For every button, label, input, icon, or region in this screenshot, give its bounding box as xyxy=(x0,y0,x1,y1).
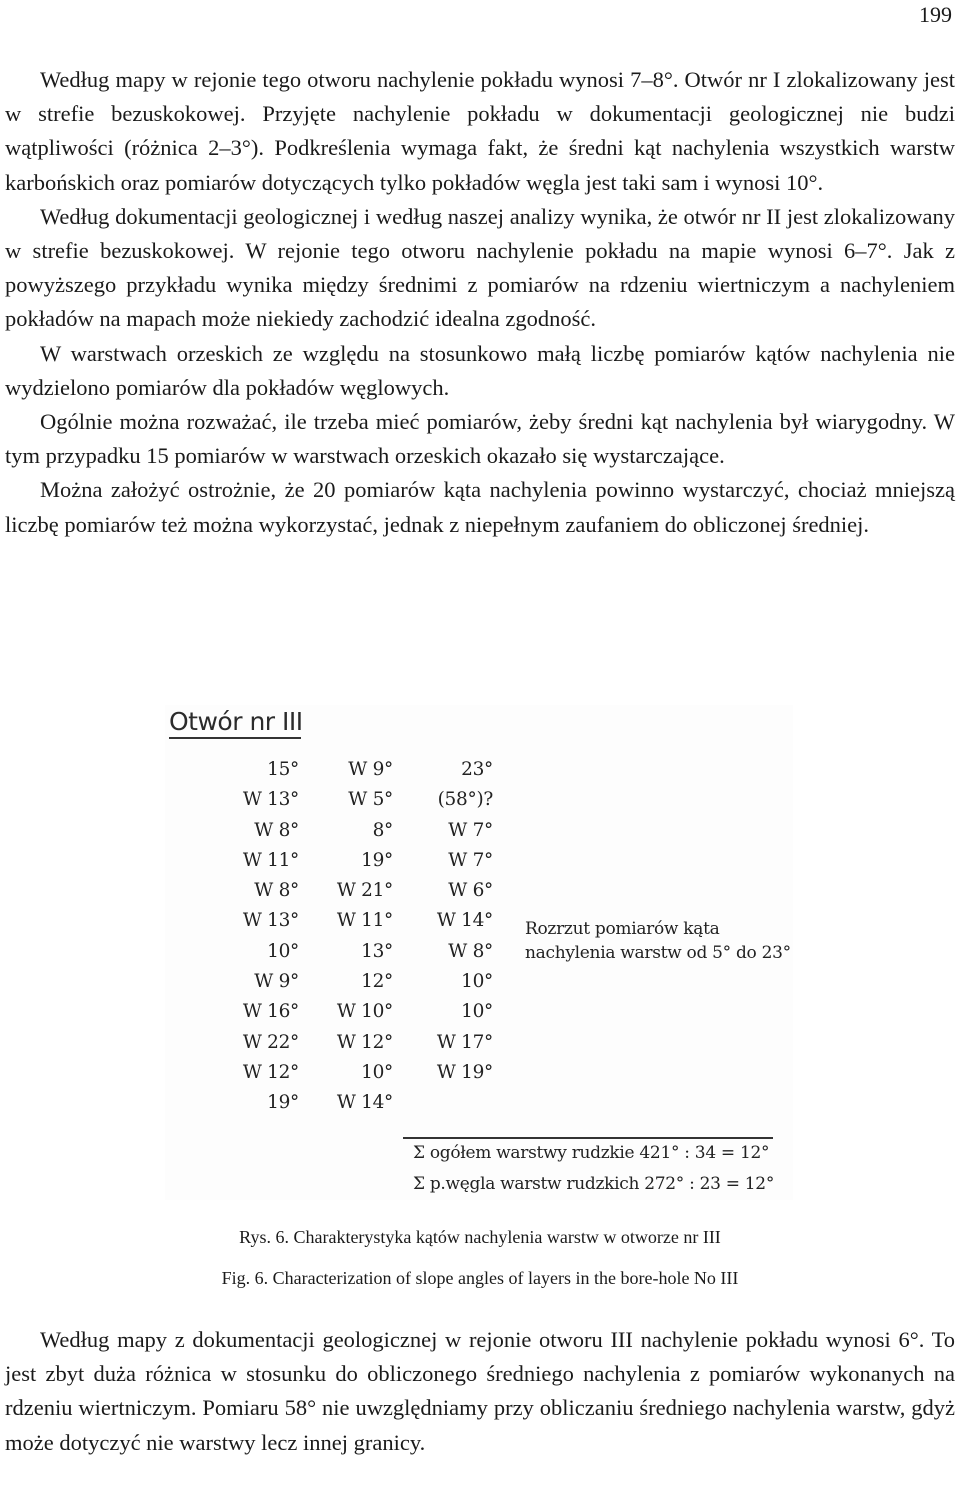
measurement: W 11° xyxy=(242,849,299,871)
measurement-column-1 xyxy=(225,755,299,1119)
paragraph: Można założyć ostrożnie, że 20 pomiarów kąta nachylenia powinno wystarczyć, chociaż mniejszą liczbę pomiarów też można wykorzystać, jednak z niepełnym zaufaniem do obliczonej średniej. xyxy=(5,477,955,537)
figure-caption-pl: Rys. 6. Charakterystyka kątów nachylenia warstw w otworze nr III xyxy=(239,1227,721,1247)
paragraph: W warstwach orzeskich ze względu na stosunkowo małą liczbę pomiarów kątów nachylenia nie wydzielono pomiarów dla pokładów węglowych. xyxy=(5,340,955,400)
measurement: W 7° xyxy=(448,819,493,841)
measurement: 10° xyxy=(361,1061,393,1083)
paragraph: Według mapy z dokumentacji geologicznej w rejonie otworu III nachylenie pokładu wynosi 6°. To jest zbyt duża różnica w stosunku do obliczonego średniego nachylenia z pomiarów wykonanych na rdzeniu wiertniczym. Pomiaru 58° nie uwzględniamy przy obliczaniu średniego nachylenia warstw, gdyż może dotyczyć nie warstwy lecz innej granicy. xyxy=(5,1327,955,1455)
measurement: W 14° xyxy=(336,1092,393,1114)
measurement: 19° xyxy=(267,1092,299,1114)
measurement-column-3 xyxy=(417,755,493,1088)
measurement: W 9° xyxy=(254,971,299,993)
measurement: 19° xyxy=(361,849,393,871)
paragraph: Według dokumentacji geologicznej i według naszej analizy wynika, że otwór nr II jest zlokalizowany w strefie bezuskokowej. W rejonie tego otworu nachylenie pokładu na mapie wynosi 6–7°. Jak z powyższego przykładu wynika między średnimi z pomiarów na rdzeniu wiertniczym a nachyleniem pokładów na mapach może niekiedy zachodzić idealna zgodność. xyxy=(5,203,955,332)
figure-title: Otwór nr III xyxy=(169,707,303,736)
measurement: W 11° xyxy=(336,910,393,932)
paragraph: Ogólnie można rozważać, ile trzeba mieć pomiarów, żeby średni kąt nachylenia był wiarygodny. W tym przypadku 15 pomiarów w warstwach orzeskich okazało się wystarczające. xyxy=(5,409,955,469)
figure-caption-en: Fig. 6. Characterization of slope angles of layers in the bore-hole No III xyxy=(221,1268,739,1288)
measurement: W 6° xyxy=(448,880,493,902)
measurement: W 12° xyxy=(336,1031,393,1053)
measurement: W 8° xyxy=(254,880,299,902)
measurement: 15° xyxy=(267,759,299,780)
summary-coal-seams: Σ p.węgla warstw rudzkich 272° : 23 = 12° xyxy=(413,1174,775,1194)
scatter-note xyxy=(525,917,791,965)
measurement: W 10° xyxy=(336,1001,393,1023)
paragraph: Według mapy w rejonie tego otworu nachylenie pokładu wynosi 7–8°. Otwór nr I zlokalizowany jest w strefie bezuskokowej. Przyjęte nachylenie pokładu w dokumentacji geologicznej nie budzi wątpliwości (różnica 2–3°). Podkreślenia wymaga fakt, że średni kąt nachylenia wszystkich warstw karbońskich oraz pomiarów dotyczących tylko pokładów węgla jest taki sam i wynosi 10°. xyxy=(5,67,955,195)
measurement: W 9° xyxy=(348,759,393,780)
measurement: W 5° xyxy=(348,789,393,811)
measurement: W 21° xyxy=(336,880,393,902)
measurement: W 17° xyxy=(436,1031,493,1053)
measurement: W 12° xyxy=(242,1061,299,1083)
figure-bore-hole-iii xyxy=(165,705,793,1200)
measurement: 23° xyxy=(461,759,493,780)
measurement: W 16° xyxy=(242,1001,299,1023)
measurement: 10° xyxy=(267,940,299,962)
page-number: 199 xyxy=(919,2,952,27)
measurement: (58°)? xyxy=(437,789,493,811)
measurement: 13° xyxy=(361,940,393,962)
measurement: 8° xyxy=(372,819,393,841)
summary-total-layers: Σ ogółem warstwy rudzkie 421° : 34 = 12° xyxy=(413,1143,770,1163)
note-line: Rozrzut pomiarów kąta xyxy=(525,919,720,939)
measurement: W 7° xyxy=(448,849,493,871)
measurement: W 22° xyxy=(242,1031,299,1053)
measurement: W 8° xyxy=(254,819,299,841)
measurement: 10° xyxy=(461,1001,493,1023)
measurement: W 13° xyxy=(242,910,299,932)
measurement: W 8° xyxy=(448,940,493,962)
body-text-bottom xyxy=(5,1323,955,1460)
summary-rule xyxy=(403,1137,773,1139)
title-underline xyxy=(169,737,301,739)
measurement: W 13° xyxy=(242,789,299,811)
measurement: W 19° xyxy=(436,1061,493,1083)
body-text-top xyxy=(5,63,955,542)
measurement: 10° xyxy=(461,971,493,993)
note-line: nachylenia warstw od 5° do 23° xyxy=(525,943,791,963)
measurement-column-2 xyxy=(323,755,393,1119)
measurement: 12° xyxy=(361,971,393,993)
measurement: W 14° xyxy=(436,910,493,932)
